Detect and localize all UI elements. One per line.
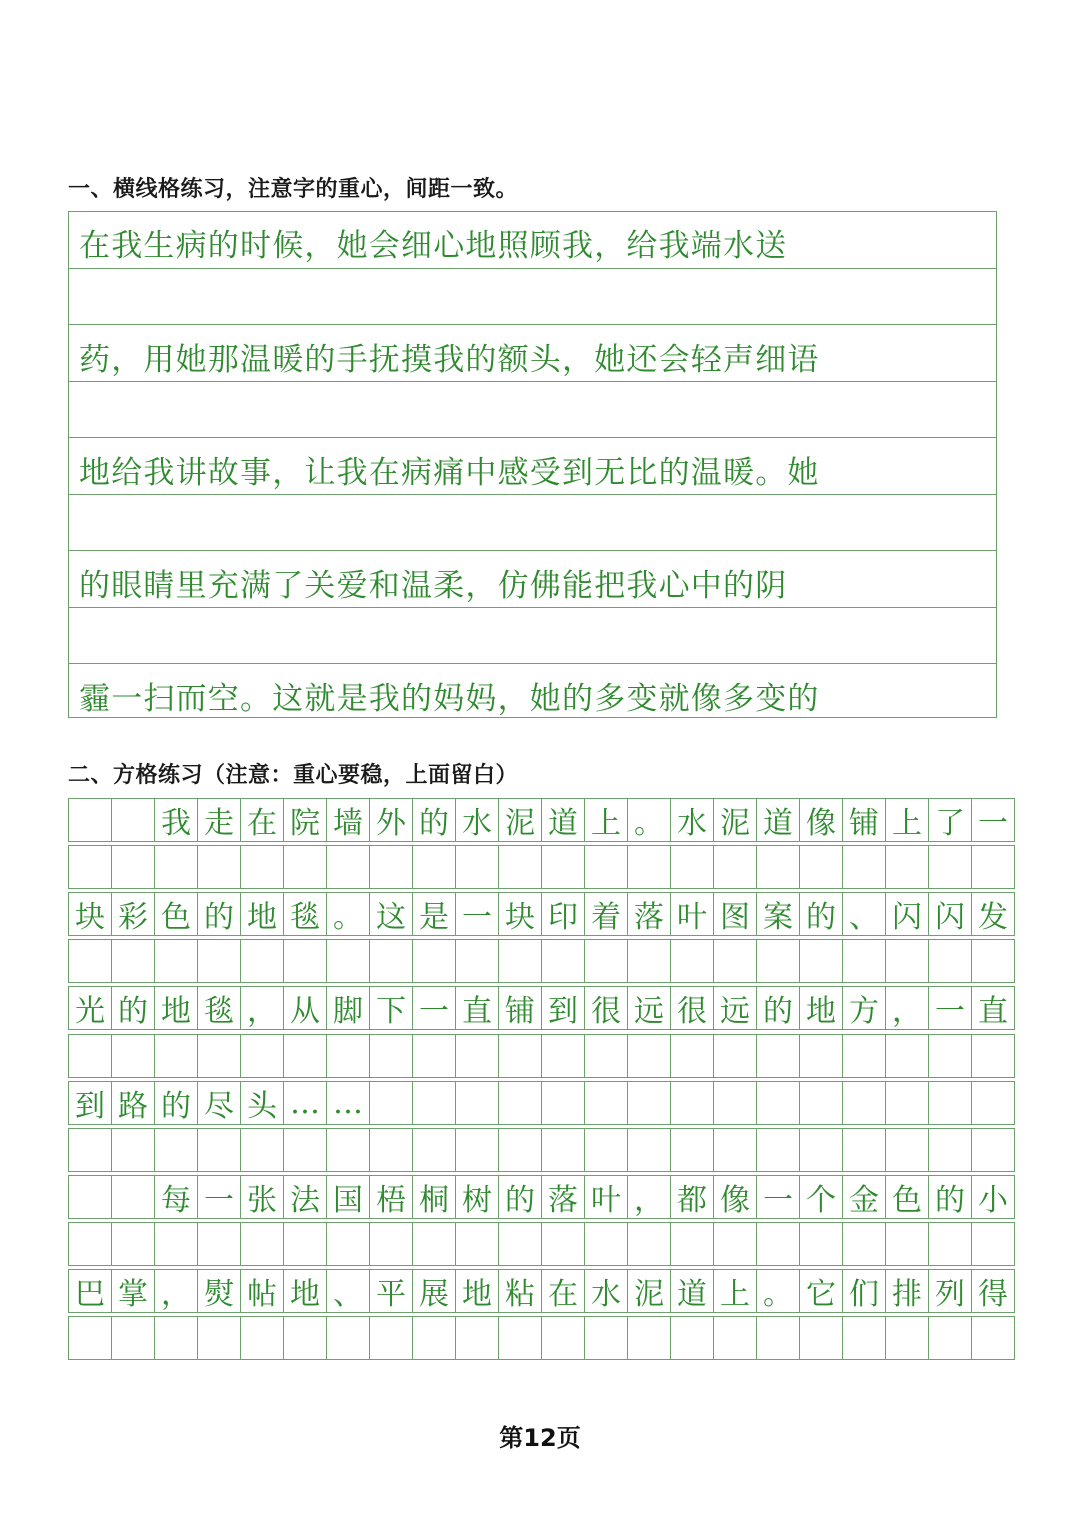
grid-cell [928, 1316, 972, 1360]
grid-cell [885, 1128, 929, 1172]
grid-cell [584, 1034, 628, 1078]
grid-cell [111, 1222, 155, 1266]
grid-cell: 个 [799, 1175, 843, 1219]
grid-cell: 的 [498, 1175, 542, 1219]
grid-cell: 都 [670, 1175, 714, 1219]
grid-cell [68, 1175, 112, 1219]
grid-cell: 走 [197, 798, 241, 842]
grid-cell [326, 1034, 370, 1078]
grid-cell [584, 1222, 628, 1266]
grid-cell: ， [154, 1269, 198, 1313]
grid-cell [412, 1081, 456, 1125]
grid-cell [541, 1222, 585, 1266]
grid-cell: 。 [627, 798, 671, 842]
grid-cell: 粘 [498, 1269, 542, 1313]
grid-cell [326, 939, 370, 983]
grid-cell: 的 [928, 1175, 972, 1219]
grid-cell [197, 939, 241, 983]
grid-cell: 得 [971, 1269, 1015, 1313]
grid-cell [154, 1034, 198, 1078]
grid-cell: 在 [541, 1269, 585, 1313]
grid-cell [412, 1128, 456, 1172]
grid-cell: 我 [154, 798, 198, 842]
grid-cell [885, 1222, 929, 1266]
grid-cell: 像 [799, 798, 843, 842]
grid-cell: ， [885, 986, 929, 1030]
grid-cell [455, 845, 499, 889]
grid-cell [498, 939, 542, 983]
grid-cell [799, 1222, 843, 1266]
grid-cell [670, 845, 714, 889]
grid-cell [283, 1034, 327, 1078]
grid-cell: 水 [455, 798, 499, 842]
section1-heading: 一、横线格练习，注意字的重心，间距一致。 [68, 177, 519, 202]
grid-cell [455, 1222, 499, 1266]
grid-cell [68, 1222, 112, 1266]
grid-cell [842, 1081, 886, 1125]
grid-row [68, 1081, 1014, 1125]
grid-cell [197, 1222, 241, 1266]
grid-cell [68, 939, 112, 983]
grid-cell [971, 1081, 1015, 1125]
grid-cell: 上 [713, 1269, 757, 1313]
handwriting-line: 的眼睛里充满了关爱和温柔，仿佛能把我心中的阴 [79, 568, 788, 604]
grid-cell: ， [627, 1175, 671, 1219]
grid-line [69, 268, 996, 269]
grid-cell [154, 1316, 198, 1360]
grid-cell [928, 939, 972, 983]
grid-cell [498, 1081, 542, 1125]
grid-cell: 掌 [111, 1269, 155, 1313]
grid-cell: 毯 [283, 892, 327, 936]
grid-cell: 到 [68, 1081, 112, 1125]
grid-cell [154, 1128, 198, 1172]
grid-cell [756, 845, 800, 889]
grid-row [68, 845, 1014, 889]
grid-cell: 光 [68, 986, 112, 1030]
grid-cell: 地 [799, 986, 843, 1030]
grid-cell: 熨 [197, 1269, 241, 1313]
grid-cell: 色 [154, 892, 198, 936]
grid-cell: 的 [756, 986, 800, 1030]
grid-row [68, 798, 1014, 842]
grid-cell [369, 1128, 413, 1172]
grid-cell [885, 1081, 929, 1125]
grid-cell [541, 1128, 585, 1172]
grid-cell [713, 1034, 757, 1078]
grid-cell [240, 845, 284, 889]
grid-cell [756, 1128, 800, 1172]
grid-cell [541, 1316, 585, 1360]
grid-cell: 地 [455, 1269, 499, 1313]
handwriting-line: 药，用她那温暖的手抚摸我的额头，她还会轻声细语 [79, 342, 820, 378]
grid-cell [928, 1034, 972, 1078]
grid-line [69, 663, 996, 664]
grid-cell: 的 [154, 1081, 198, 1125]
grid-cell [842, 845, 886, 889]
grid-cell [885, 939, 929, 983]
grid-cell [799, 1034, 843, 1078]
grid-cell [928, 1222, 972, 1266]
page-number: 第12页 [499, 1424, 581, 1452]
grid-cell [283, 1128, 327, 1172]
grid-cell: 块 [498, 892, 542, 936]
grid-cell [541, 1081, 585, 1125]
grid-cell: 平 [369, 1269, 413, 1313]
grid-cell: 从 [283, 986, 327, 1030]
grid-cell [756, 939, 800, 983]
grid-cell: 直 [971, 986, 1015, 1030]
grid-cell: 国 [326, 1175, 370, 1219]
grid-line [69, 437, 996, 438]
grid-cell: 排 [885, 1269, 929, 1313]
grid-cell: 方 [842, 986, 886, 1030]
grid-cell: 的 [412, 798, 456, 842]
grid-cell: 列 [928, 1269, 972, 1313]
grid-cell: 尽 [197, 1081, 241, 1125]
grid-cell [799, 1128, 843, 1172]
grid-cell [541, 845, 585, 889]
grid-cell: 叶 [670, 892, 714, 936]
grid-cell [283, 939, 327, 983]
grid-cell: 院 [283, 798, 327, 842]
grid-cell: 墙 [326, 798, 370, 842]
grid-cell [842, 1316, 886, 1360]
grid-cell [326, 845, 370, 889]
grid-cell: 道 [670, 1269, 714, 1313]
grid-cell: … [326, 1081, 370, 1125]
grid-cell [670, 1128, 714, 1172]
grid-cell [111, 1175, 155, 1219]
grid-cell [283, 845, 327, 889]
grid-cell [756, 1034, 800, 1078]
grid-cell [627, 1128, 671, 1172]
grid-row [68, 1269, 1014, 1313]
grid-cell [111, 939, 155, 983]
grid-cell [455, 1316, 499, 1360]
grid-cell: 地 [154, 986, 198, 1030]
grid-cell: 们 [842, 1269, 886, 1313]
grid-cell [326, 1316, 370, 1360]
grid-cell [842, 1128, 886, 1172]
grid-line [69, 381, 996, 382]
grid-cell [541, 939, 585, 983]
grid-cell: 毯 [197, 986, 241, 1030]
grid-cell [283, 1316, 327, 1360]
grid-row [68, 1316, 1014, 1360]
grid-cell [584, 845, 628, 889]
grid-cell: 每 [154, 1175, 198, 1219]
grid-cell [713, 845, 757, 889]
grid-cell [455, 1081, 499, 1125]
grid-cell: 泥 [713, 798, 757, 842]
grid-cell [111, 845, 155, 889]
grid-cell [68, 1128, 112, 1172]
grid-cell: 一 [455, 892, 499, 936]
grid-cell [412, 845, 456, 889]
grid-cell [971, 939, 1015, 983]
grid-cell [584, 939, 628, 983]
grid-cell [240, 1128, 284, 1172]
handwriting-line: 在我生病的时候，她会细心地照顾我，给我端水送 [79, 228, 788, 264]
grid-cell: 铺 [498, 986, 542, 1030]
grid-cell [541, 1034, 585, 1078]
grid-cell [971, 1034, 1015, 1078]
grid-cell [369, 1316, 413, 1360]
grid-cell: 法 [283, 1175, 327, 1219]
grid-cell [498, 845, 542, 889]
grid-cell [197, 1034, 241, 1078]
square-practice-grid [68, 798, 1008, 1362]
grid-cell [799, 1081, 843, 1125]
grid-cell: 展 [412, 1269, 456, 1313]
grid-row [68, 1128, 1014, 1172]
grid-cell: 直 [455, 986, 499, 1030]
grid-cell [369, 1222, 413, 1266]
lined-practice-grid [68, 211, 997, 718]
grid-cell [283, 1222, 327, 1266]
grid-cell: 头 [240, 1081, 284, 1125]
grid-row [68, 939, 1014, 983]
handwriting-line: 地给我讲故事，让我在病痛中感受到无比的温暖。她 [79, 455, 820, 491]
grid-row [68, 892, 1014, 936]
grid-cell [197, 1128, 241, 1172]
grid-cell: 彩 [111, 892, 155, 936]
grid-cell [885, 1034, 929, 1078]
section2-heading: 二、方格练习（注意：重心要稳，上面留白） [68, 763, 519, 788]
grid-cell [842, 939, 886, 983]
grid-cell [154, 845, 198, 889]
grid-cell [584, 1128, 628, 1172]
grid-cell [670, 1034, 714, 1078]
grid-cell: 的 [111, 986, 155, 1030]
grid-cell: 的 [197, 892, 241, 936]
grid-cell: 印 [541, 892, 585, 936]
grid-cell [240, 939, 284, 983]
grid-cell [326, 1222, 370, 1266]
grid-cell: 脚 [326, 986, 370, 1030]
grid-cell: 落 [627, 892, 671, 936]
grid-cell: 一 [928, 986, 972, 1030]
grid-cell [670, 939, 714, 983]
grid-cell [928, 1081, 972, 1125]
grid-cell: 上 [584, 798, 628, 842]
grid-cell [111, 1128, 155, 1172]
grid-cell: 地 [283, 1269, 327, 1313]
grid-cell: 小 [971, 1175, 1015, 1219]
grid-cell: 下 [369, 986, 413, 1030]
grid-cell [197, 1316, 241, 1360]
grid-cell [68, 1034, 112, 1078]
grid-cell [756, 1222, 800, 1266]
grid-cell [627, 1222, 671, 1266]
grid-cell [240, 1034, 284, 1078]
grid-line [69, 607, 996, 608]
grid-cell [670, 1081, 714, 1125]
grid-cell: 闪 [928, 892, 972, 936]
grid-cell: 金 [842, 1175, 886, 1219]
grid-cell: 路 [111, 1081, 155, 1125]
grid-line [69, 494, 996, 495]
grid-cell [799, 939, 843, 983]
grid-cell: 像 [713, 1175, 757, 1219]
grid-cell [584, 1316, 628, 1360]
grid-cell [68, 798, 112, 842]
grid-cell: 桐 [412, 1175, 456, 1219]
grid-cell: 很 [670, 986, 714, 1030]
grid-cell: 一 [197, 1175, 241, 1219]
grid-cell: 水 [670, 798, 714, 842]
grid-cell: 铺 [842, 798, 886, 842]
grid-cell: 道 [541, 798, 585, 842]
grid-cell [412, 939, 456, 983]
grid-cell: 一 [412, 986, 456, 1030]
grid-cell: 着 [584, 892, 628, 936]
grid-cell [111, 1316, 155, 1360]
grid-cell: 巴 [68, 1269, 112, 1313]
grid-cell [369, 845, 413, 889]
grid-cell: 道 [756, 798, 800, 842]
grid-cell: 在 [240, 798, 284, 842]
grid-cell: 张 [240, 1175, 284, 1219]
grid-cell: 。 [756, 1269, 800, 1313]
grid-cell: 是 [412, 892, 456, 936]
grid-cell: 泥 [498, 798, 542, 842]
grid-cell [498, 1316, 542, 1360]
grid-cell: 地 [240, 892, 284, 936]
grid-cell [756, 1081, 800, 1125]
grid-row [68, 1222, 1014, 1266]
grid-cell [713, 1316, 757, 1360]
grid-cell: 了 [928, 798, 972, 842]
grid-row [68, 1175, 1014, 1219]
grid-cell [412, 1316, 456, 1360]
grid-cell [713, 939, 757, 983]
grid-cell [68, 1316, 112, 1360]
grid-cell [756, 1316, 800, 1360]
grid-cell [412, 1034, 456, 1078]
handwriting-line: 霾一扫而空。这就是我的妈妈，她的多变就像多变的 [79, 681, 820, 717]
grid-cell: 远 [627, 986, 671, 1030]
grid-cell [971, 845, 1015, 889]
grid-cell [885, 845, 929, 889]
grid-cell [240, 1222, 284, 1266]
grid-cell [928, 1128, 972, 1172]
grid-cell [498, 1128, 542, 1172]
grid-cell: 一 [756, 1175, 800, 1219]
grid-cell [799, 1316, 843, 1360]
grid-cell [971, 1222, 1015, 1266]
grid-cell [627, 1081, 671, 1125]
grid-cell: 水 [584, 1269, 628, 1313]
grid-cell: 到 [541, 986, 585, 1030]
grid-cell [627, 845, 671, 889]
grid-cell: 它 [799, 1269, 843, 1313]
grid-cell [369, 1081, 413, 1125]
grid-cell: 色 [885, 1175, 929, 1219]
grid-cell [799, 845, 843, 889]
grid-cell: 梧 [369, 1175, 413, 1219]
grid-cell [971, 1128, 1015, 1172]
grid-cell: 很 [584, 986, 628, 1030]
grid-cell [842, 1222, 886, 1266]
grid-cell: 上 [885, 798, 929, 842]
grid-cell: … [283, 1081, 327, 1125]
grid-cell [68, 845, 112, 889]
grid-cell: 闪 [885, 892, 929, 936]
grid-cell [240, 1316, 284, 1360]
grid-cell [885, 1316, 929, 1360]
grid-cell: 叶 [584, 1175, 628, 1219]
grid-cell: 发 [971, 892, 1015, 936]
grid-cell: 落 [541, 1175, 585, 1219]
grid-cell [584, 1081, 628, 1125]
grid-cell [412, 1222, 456, 1266]
grid-cell [455, 1128, 499, 1172]
grid-line [69, 324, 996, 325]
grid-cell [928, 845, 972, 889]
grid-cell [713, 1128, 757, 1172]
grid-row [68, 1034, 1014, 1078]
grid-cell [627, 1316, 671, 1360]
grid-cell [670, 1222, 714, 1266]
grid-cell [670, 1316, 714, 1360]
grid-cell: 块 [68, 892, 112, 936]
grid-cell [154, 1222, 198, 1266]
grid-cell: 。 [326, 892, 370, 936]
grid-cell: 的 [799, 892, 843, 936]
grid-cell [326, 1128, 370, 1172]
grid-cell: 、 [326, 1269, 370, 1313]
grid-cell [455, 1034, 499, 1078]
grid-cell: 泥 [627, 1269, 671, 1313]
grid-cell: 这 [369, 892, 413, 936]
grid-cell [713, 1081, 757, 1125]
grid-cell [154, 939, 198, 983]
grid-cell [498, 1034, 542, 1078]
grid-line [69, 550, 996, 551]
grid-cell [842, 1034, 886, 1078]
grid-cell: 一 [971, 798, 1015, 842]
grid-cell [627, 939, 671, 983]
grid-cell [369, 939, 413, 983]
grid-cell: 案 [756, 892, 800, 936]
grid-cell: 帖 [240, 1269, 284, 1313]
grid-cell: 外 [369, 798, 413, 842]
grid-cell [197, 845, 241, 889]
grid-cell [971, 1316, 1015, 1360]
grid-cell [627, 1034, 671, 1078]
grid-cell: 图 [713, 892, 757, 936]
grid-cell: 树 [455, 1175, 499, 1219]
grid-cell [111, 1034, 155, 1078]
grid-cell [369, 1034, 413, 1078]
grid-cell: 、 [842, 892, 886, 936]
grid-cell: 远 [713, 986, 757, 1030]
grid-cell [455, 939, 499, 983]
grid-cell: ， [240, 986, 284, 1030]
grid-cell [498, 1222, 542, 1266]
grid-row [68, 986, 1014, 1030]
grid-cell [111, 798, 155, 842]
grid-cell [713, 1222, 757, 1266]
